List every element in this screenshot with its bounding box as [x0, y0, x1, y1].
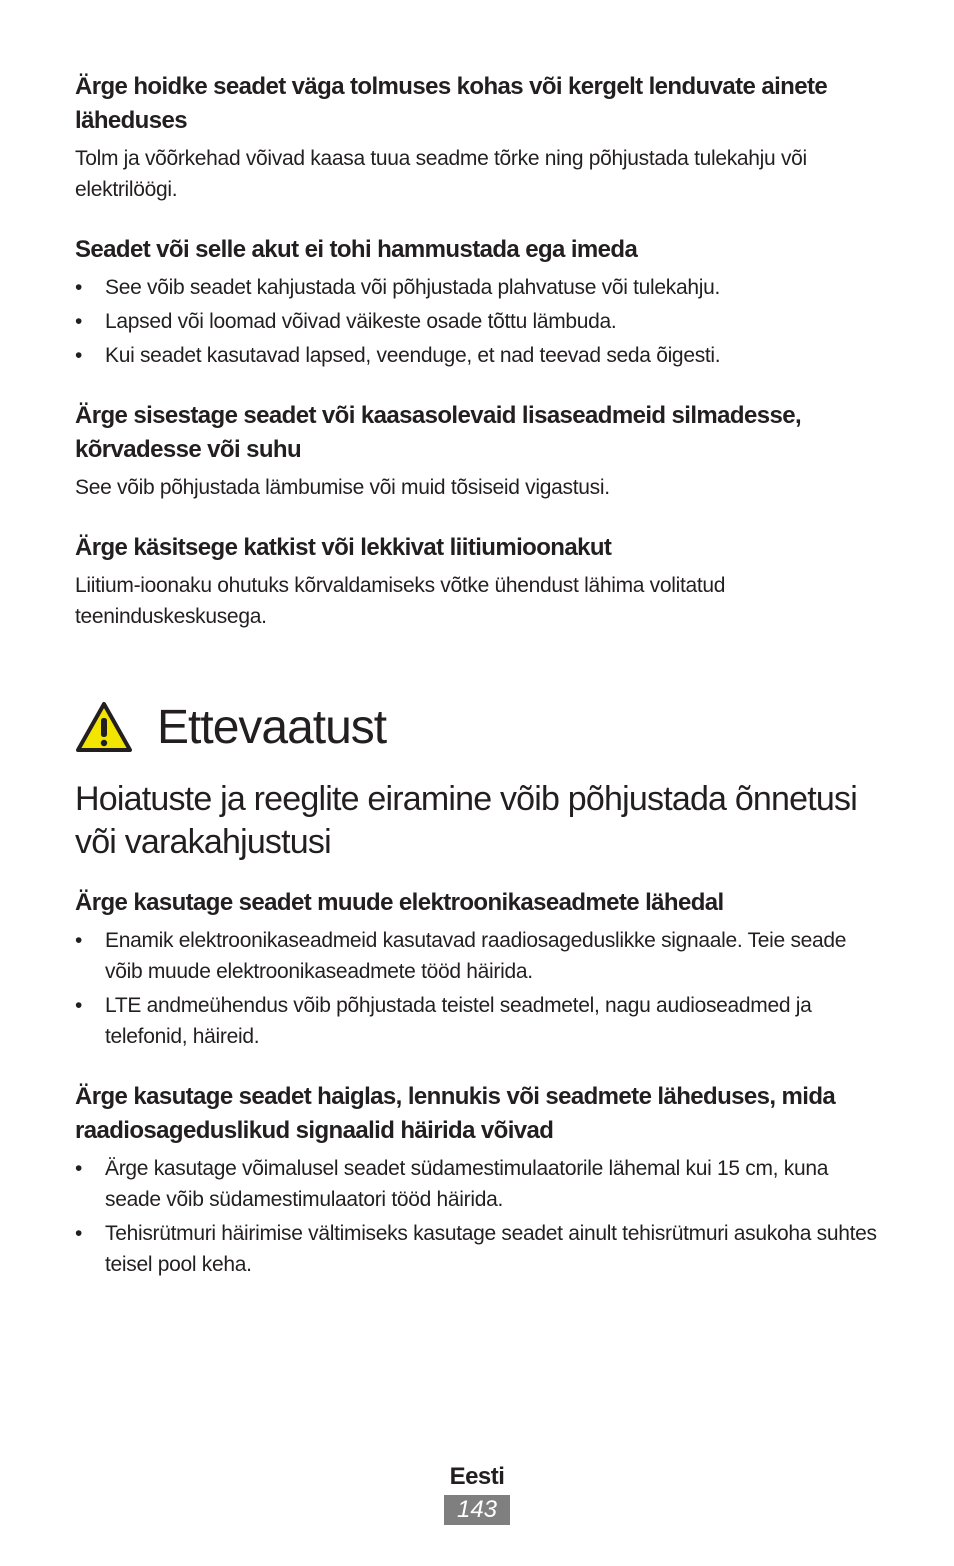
section-heading: Ärge hoidke seadet väga tolmuses kohas või kergelt lenduvate ainete läheduses	[75, 73, 828, 134]
section-heading: Ärge kasutage seadet haiglas, lennukis või seadmete läheduses, mida raadiosageduslikud signaalid häirida võivad	[75, 1083, 836, 1144]
list-item: • Lapsed või loomad võivad väikeste osade tõttu lämbuda.	[75, 310, 617, 333]
caution-header	[75, 692, 885, 762]
bullet-list	[75, 272, 885, 371]
caution-title: Ettevaatust	[157, 700, 387, 754]
list-item: • Enamik elektroonikaseadmeid kasutavad raadiosageduslikke signaale. Teie seade võib muude elektroonikaseadmete tööd häirida.	[75, 929, 847, 983]
section-dust	[75, 70, 885, 205]
section-heading: Ärge kasutage seadet muude elektroonikaseadmete lähedal	[75, 889, 724, 916]
section-hospital	[75, 1080, 885, 1280]
list-item: • Ärge kasutage võimalusel seadet südamestimulaatorile lähemal kui 15 cm, kuna seade võib südamestimulaatori tööd häirida.	[75, 1157, 829, 1211]
section-body: Liitium-ioonaku ohutuks kõrvaldamiseks võtke ühendust lähima volitatud teeninduskeskusega.	[75, 574, 726, 628]
list-item: • Tehisrütmuri häirimise vältimiseks kasutage seadet ainult tehisrütmuri asukoha suhtes teisel pool keha.	[75, 1222, 877, 1276]
caution-subtitle: Hoiatuste ja reeglite eiramine võib põhjustada õnnetusi või varakahjustusi	[75, 780, 857, 861]
section-body: Tolm ja võõrkehad võivad kaasa tuua seadme tõrke ning põhjustada tulekahju või elektrilöögi.	[75, 147, 807, 201]
list-item: • LTE andmeühendus võib põhjustada teistel seadmetel, nagu audioseadmed ja telefonid, häireid.	[75, 994, 812, 1048]
section-heading: Ärge käsitsege katkist või lekkivat liitiumioonakut	[75, 534, 612, 561]
section-battery	[75, 531, 885, 632]
list-item: • See võib seadet kahjustada või põhjustada plahvatuse või tulekahju.	[75, 276, 721, 299]
section-bite	[75, 233, 885, 371]
section-electronics	[75, 886, 885, 1052]
bullet-list	[75, 925, 885, 1052]
list-item: • Kui seadet kasutavad lapsed, veenduge, et nad teevad seda õigesti.	[75, 344, 721, 367]
warning-triangle-icon	[75, 701, 133, 753]
page-footer	[0, 1463, 954, 1525]
page-content	[75, 70, 885, 1308]
section-heading: Ärge sisestage seadet või kaasasolevaid lisaseadmeid silmadesse, kõrvadesse või suhu	[75, 402, 802, 463]
section-heading: Seadet või selle akut ei tohi hammustada ega imeda	[75, 236, 638, 263]
section-body: See võib põhjustada lämbumise või muid tõsiseid vigastusi.	[75, 476, 610, 499]
bullet-list	[75, 1153, 885, 1280]
footer-language: Eesti	[449, 1463, 505, 1490]
section-insert	[75, 399, 885, 503]
page-number: 143	[444, 1495, 510, 1525]
